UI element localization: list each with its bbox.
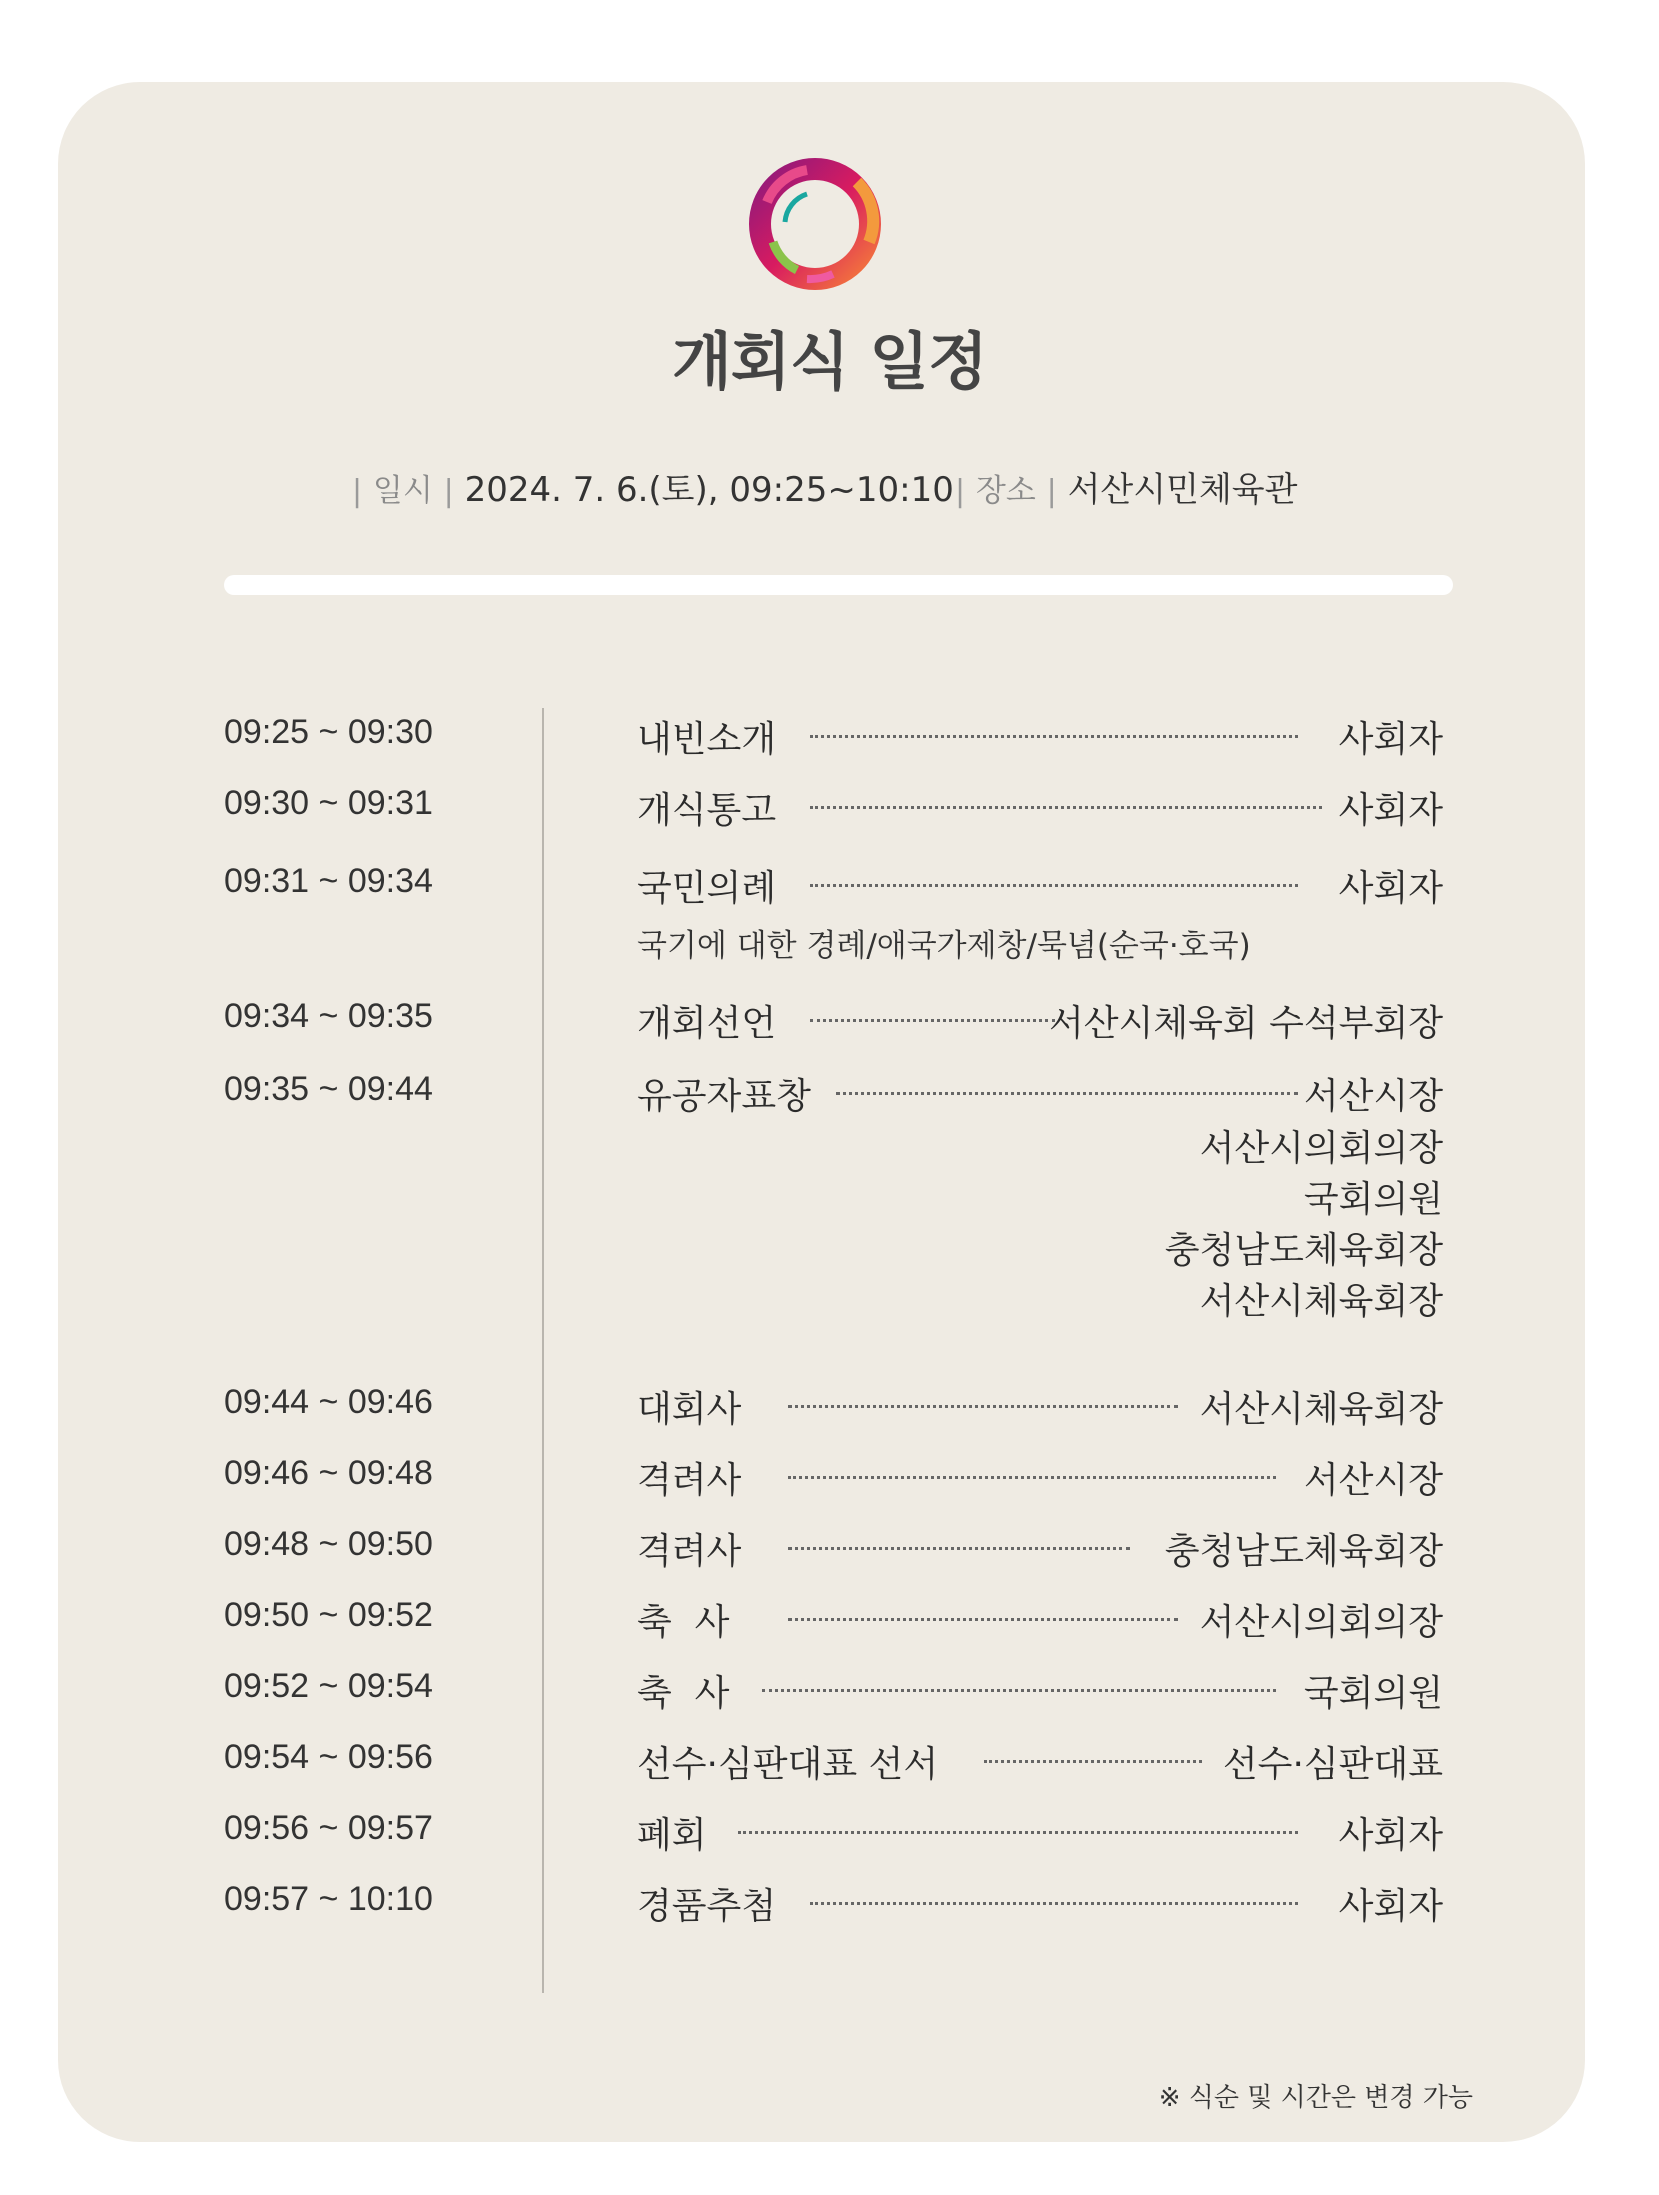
row-presenter: 사회자 [1338, 868, 1443, 909]
row-time: 09:25 ~ 09:30 [224, 713, 433, 751]
leader-dots [810, 806, 1322, 809]
row-time: 09:30 ~ 09:31 [224, 784, 433, 822]
row-time: 09:50 ~ 09:52 [224, 1596, 433, 1634]
schedule-row [0, 784, 1659, 844]
row-item: 개식통고 [637, 790, 777, 831]
row-item: 폐회 [637, 1815, 707, 1856]
row-presenter: 서산시체육회 수석부회장 [1049, 1003, 1443, 1044]
leader-dots [984, 1760, 1202, 1763]
row-presenter: 서산시의회의장 [1199, 1602, 1443, 1643]
date-label: 일시 [372, 473, 433, 509]
row-item: 유공자표창 [637, 1076, 811, 1117]
separator: | [443, 474, 454, 509]
row-item: 개회선언 [637, 1003, 777, 1044]
leader-dots [788, 1405, 1178, 1408]
row-item: 선수·심판대표 선서 [637, 1744, 939, 1785]
row-item: 격려사 [637, 1531, 742, 1572]
leader-dots [738, 1831, 1298, 1834]
row-item: 격려사 [637, 1460, 742, 1501]
row-presenter: 사회자 [1338, 1815, 1443, 1856]
additional-presenter: 서산시의회의장 [1199, 1128, 1443, 1169]
leader-dots [810, 735, 1298, 738]
row-time: 09:35 ~ 09:44 [224, 1070, 433, 1108]
schedule-row [0, 997, 1659, 1057]
row-presenter: 사회자 [1338, 790, 1443, 831]
leader-dots [762, 1689, 1276, 1692]
venue-info [955, 462, 1297, 511]
schedule-row [0, 1809, 1659, 1869]
venue-value: 서산시민체육관 [1067, 470, 1298, 510]
row-item: 경품추첨 [637, 1886, 777, 1927]
row-time: 09:46 ~ 09:48 [224, 1454, 433, 1492]
schedule-row [0, 1880, 1659, 1940]
leader-dots [836, 1092, 1298, 1095]
header-divider [224, 575, 1453, 595]
schedule-row [0, 862, 1659, 922]
row-presenter: 충청남도체육회장 [1164, 1531, 1443, 1572]
separator: | [955, 474, 966, 509]
row-time: 09:31 ~ 09:34 [224, 862, 433, 900]
schedule-row [0, 1525, 1659, 1585]
row-presenter: 서산시장 [1303, 1460, 1443, 1501]
leader-dots [810, 884, 1298, 887]
row-item: 대회사 [637, 1389, 742, 1430]
row-presenter: 국회의원 [1303, 1673, 1443, 1714]
row-time: 09:48 ~ 09:50 [224, 1525, 433, 1563]
schedule-row [0, 1596, 1659, 1656]
leader-dots [788, 1547, 1130, 1550]
venue-label: 장소 [975, 473, 1036, 509]
date-value: 2024. 7. 6.(토), 09:25~10:10 [464, 470, 954, 510]
row-time: 09:57 ~ 10:10 [224, 1880, 433, 1918]
row-item: 축 사 [637, 1602, 730, 1643]
row-time: 09:56 ~ 09:57 [224, 1809, 433, 1847]
schedule-row [0, 713, 1659, 773]
row-time: 09:52 ~ 09:54 [224, 1667, 433, 1705]
schedule-row [0, 1738, 1659, 1798]
row-presenter: 서산시체육회장 [1199, 1389, 1443, 1430]
leader-dots [810, 1902, 1298, 1905]
row-presenter: 선수·심판대표 [1222, 1744, 1443, 1785]
separator: | [1046, 474, 1057, 509]
leader-dots [788, 1476, 1276, 1479]
additional-presenter: 충청남도체육회장 [1164, 1230, 1443, 1271]
leader-dots [788, 1618, 1178, 1621]
row-subtitle: 국기에 대한 경례/애국가제창/묵념(순국·호국) [637, 928, 1251, 964]
leader-dots [810, 1019, 1055, 1022]
row-presenter: 사회자 [1338, 719, 1443, 760]
row-presenter: 서산시장 [1303, 1076, 1443, 1117]
event-info [0, 462, 1659, 512]
schedule-row [0, 1383, 1659, 1443]
row-time: 09:44 ~ 09:46 [224, 1383, 433, 1421]
row-time: 09:54 ~ 09:56 [224, 1738, 433, 1776]
separator: | [352, 474, 363, 509]
additional-presenter: 국회의원 [1303, 1179, 1443, 1220]
schedule-row [0, 1667, 1659, 1727]
event-logo-icon [737, 142, 897, 302]
row-item: 축 사 [637, 1673, 730, 1714]
footnote: ※ 식순 및 시간은 변경 가능 [1158, 2083, 1473, 2113]
additional-presenter: 서산시체육회장 [1199, 1281, 1443, 1322]
row-presenter: 사회자 [1338, 1886, 1443, 1927]
date-info [352, 462, 954, 511]
row-time: 09:34 ~ 09:35 [224, 997, 433, 1035]
page-title: 개회식 일정 [671, 325, 988, 398]
schedule-row [0, 1454, 1659, 1514]
row-item: 내빈소개 [637, 719, 777, 760]
row-item: 국민의례 [637, 868, 777, 909]
